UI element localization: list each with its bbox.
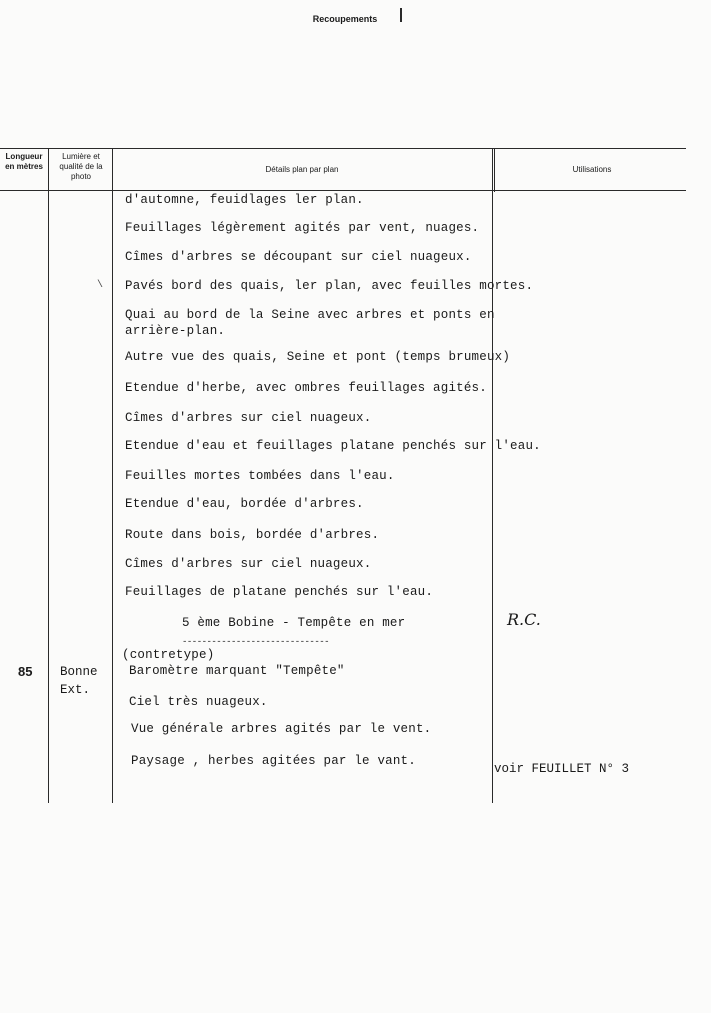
title-line [400, 8, 402, 22]
detail-line: (contretype) [122, 648, 215, 662]
page-title: Recoupements [312, 14, 378, 24]
detail-line: Pavés bord des quais, ler plan, avec feuilles mortes. [125, 279, 534, 293]
detail-line: Etendue d'herbe, avec ombres feuillages agités. [125, 381, 487, 395]
header-light-quality: Lumière et qualité de la photo [59, 152, 103, 181]
detail-line: Autre vue des quais, Seine et pont (temps brumeux) [125, 350, 511, 364]
header-length: Longueur en mètres [5, 152, 43, 171]
detail-line: Cîmes d'arbres se découpant sur ciel nuageux. [125, 250, 472, 264]
light-quality-value: Bonne [60, 665, 98, 679]
detail-line: Vue générale arbres agités par le vent. [131, 722, 432, 736]
header-uses: Utilisations [572, 165, 612, 174]
detail-line: Baromètre marquant "Tempête" [129, 664, 345, 678]
column-divider-3 [492, 148, 493, 803]
detail-line: Route dans bois, bordée d'arbres. [125, 528, 380, 542]
column-divider-2 [112, 148, 113, 803]
column-divider-1 [48, 148, 49, 803]
detail-line: Ciel très nuageux. [129, 695, 268, 709]
header-details: Détails plan par plan [265, 165, 339, 174]
detail-line: arrière-plan. [125, 324, 226, 338]
reel-underline: ------------------------------ [182, 637, 330, 647]
pencil-mark: \ [97, 280, 104, 291]
detail-line: Etendue d'eau, bordée d'arbres. [125, 497, 364, 511]
header-bottom-border [0, 190, 686, 191]
detail-line: Etendue d'eau et feuillages platane penchés sur l'eau. [125, 439, 541, 453]
detail-line: d'automne, feuidlages ler plan. [125, 193, 364, 207]
detail-line: Feuillages de platane penchés sur l'eau. [125, 585, 434, 599]
see-sheet-note: voir FEUILLET N° 3 [494, 762, 630, 776]
length-value: 85 [18, 664, 33, 679]
reel-title: 5 ème Bobine - Tempête en mer [182, 616, 406, 630]
detail-line: Quai au bord de la Seine avec arbres et ponts en [125, 308, 495, 322]
table-top-border [0, 148, 686, 149]
detail-line: Feuillages légèrement agités par vent, nuages. [125, 221, 480, 235]
handwritten-initials: R.C. [507, 610, 541, 629]
light-quality-value: Ext. [60, 683, 91, 697]
detail-line: Feuilles mortes tombées dans l'eau. [125, 469, 395, 483]
detail-line: Cîmes d'arbres sur ciel nuageux. [125, 411, 372, 425]
detail-line: Cîmes d'arbres sur ciel nuageux. [125, 557, 372, 571]
detail-line: Paysage , herbes agitées par le vant. [131, 754, 416, 768]
